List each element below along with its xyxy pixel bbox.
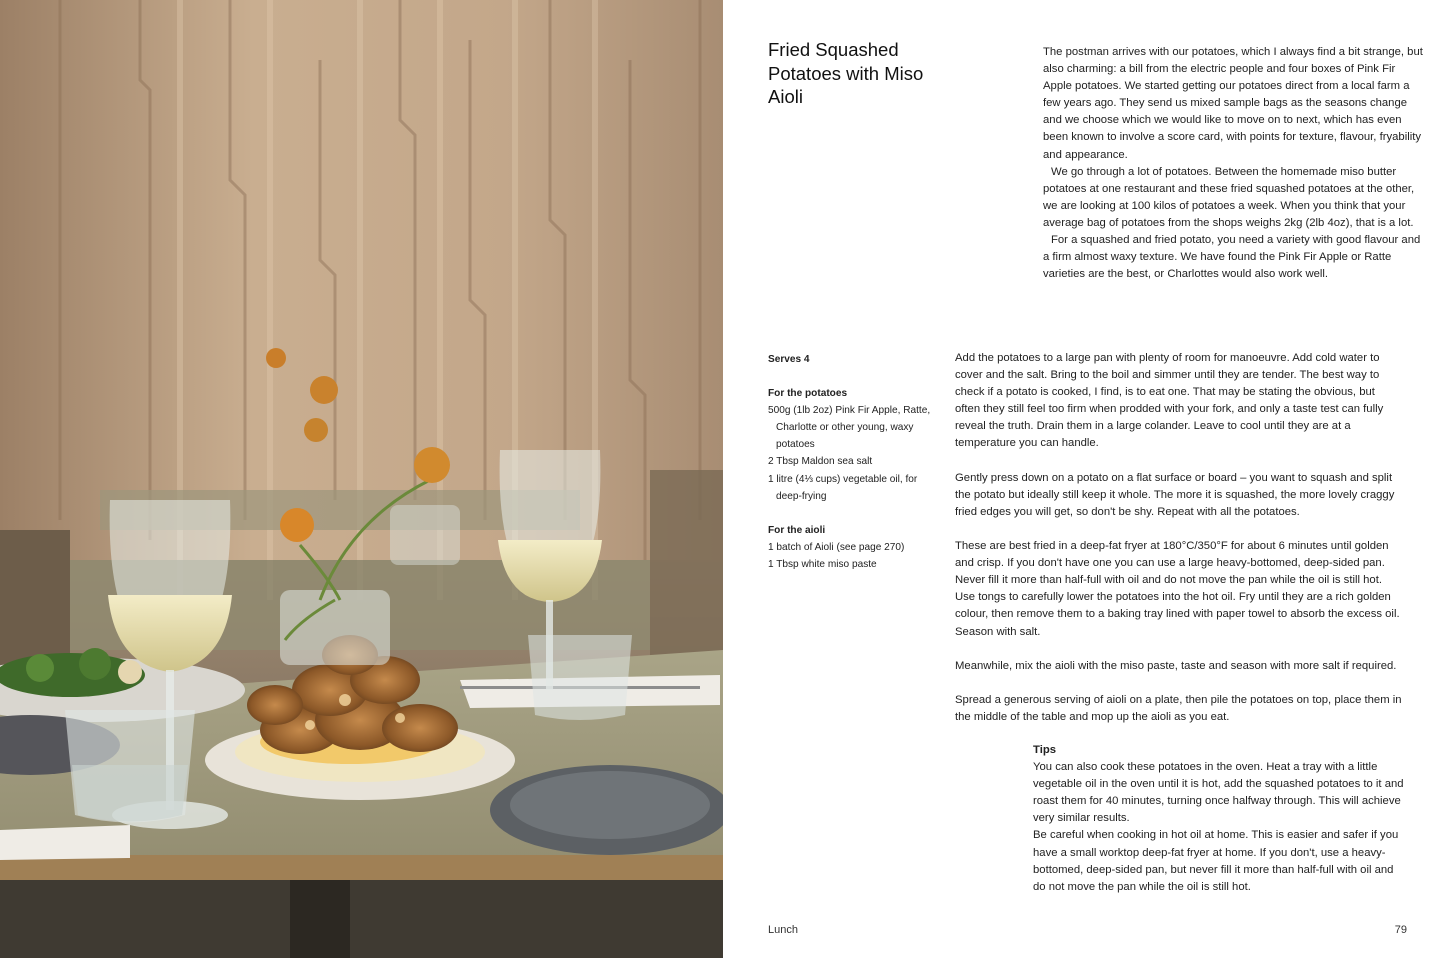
recipe-title: Fried Squashed Potatoes with Miso Aioli — [768, 39, 924, 107]
method-step: These are best fried in a deep-fat fryer at 180°C/350°F for about 6 minutes until golden and crisp. If you don't have one you can use a large heavy-bottomed, deep-sided pan. Never fill it more than half-full with oil and do not move the pan while the oil is still hot. Use tongs to carefully lower the potatoes into the hot oil. Fry until they are a rich golden colour, then remove them to a baking tray lined with paper towel to absorb the excess oil. Season with salt. — [955, 540, 1400, 638]
ingredient-item: 1 litre (4⅓ cups) vegetable oil, for deep-frying — [768, 473, 918, 502]
ingredient-item: 500g (1lb 2oz) Pink Fir Apple, Ratte, Charlotte or other young, waxy potatoes — [768, 405, 931, 451]
recipe-page — [723, 0, 1445, 958]
tips-title: Tips — [1033, 744, 1057, 756]
method-steps — [955, 350, 1403, 743]
tip-item: Be careful when cooking in hot oil at home. This is easier and safer if you have a small worktop deep-fat fryer at home. If you don't, use a heavy-bottomed, deep-sided pan, but never fill it more than half-full with oil and do not move the pan while the oil is still hot. — [1033, 829, 1399, 893]
serves-label: Serves 4 — [768, 354, 810, 365]
ingredient-group-potatoes — [768, 385, 938, 505]
method-step: Meanwhile, mix the aioli with the miso paste, taste and season with more salt if required. — [955, 659, 1397, 672]
tip-item: You can also cook these potatoes in the oven. Heat a tray with a little vegetable oil in the oven until it is hot, add the squashed potatoes to it and roast them for 40 minutes, turning once halfway through. This will achieve very similar results. — [1033, 761, 1404, 825]
method-step: Add the potatoes to a large pan with plenty of room for manoeuvre. Add cold water to cover and the salt. Bring to the boil and simmer until they are tender. The best way to check if a potato is cooked, I find, is to eat one. That may be stating the obvious, but often they still feel too firm when prodded with your fork, and only a taste test can fully reveal the truth. Drain them in a large colander. Leave to cool until they are at a temperature you can handle. — [955, 352, 1384, 450]
ingredient-item: 1 Tbsp white miso paste — [768, 558, 877, 570]
method-step: Spread a generous serving of aioli on a plate, then pile the potatoes on top, place them in the middle of the table and mop up the aioli as you eat. — [955, 693, 1402, 723]
ingredient-group-title: For the potatoes — [768, 388, 848, 400]
ingredient-group-aioli — [768, 522, 938, 573]
tips-box — [1033, 742, 1408, 896]
ingredient-item: 2 Tbsp Maldon sea salt — [768, 456, 873, 468]
ingredient-group-title: For the aioli — [768, 524, 826, 536]
ingredient-item: 1 batch of Aioli (see page 270) — [768, 541, 905, 553]
footer-section-label: Lunch — [768, 924, 798, 936]
page-number: 79 — [1394, 924, 1407, 936]
intro-paragraph: The postman arrives with our potatoes, which I always find a bit strange, but also charming: a bill from the electric people and four boxes of Pink Fir Apple potatoes. We started getting our potatoes direct from a local farm a few years ago. They send us mixed sample bags as the seasons change and we choose which we would like to move on to next, which has even been known to involve a score card, with points for texture, flavour, fryability and appearance. — [1043, 46, 1423, 161]
recipe-intro — [1043, 44, 1425, 283]
method-step: Gently press down on a potato on a flat surface or board – you want to squash and split the potato but ideally still keep it whole. The more it is squashed, the more lovely craggy fried edges you will get, so don't be shy. Repeat with all the potatoes. — [955, 471, 1395, 518]
intro-paragraph: For a squashed and fried potato, you need a variety with good flavour and a firm almost waxy texture. We have found the Pink Fir Apple or Ratte varieties are the best, or Charlottes would also work well. — [1043, 234, 1421, 281]
ingredients-list — [768, 351, 938, 590]
intro-paragraph: We go through a lot of potatoes. Between the homemade miso butter potatoes at one restaurant and these fried squashed potatoes at the other, we are looking at 100 kilos of potatoes a week. When you think that your average bag of potatoes from the shops weighs 2kg (2lb 4oz), that is a lot. — [1043, 165, 1415, 229]
